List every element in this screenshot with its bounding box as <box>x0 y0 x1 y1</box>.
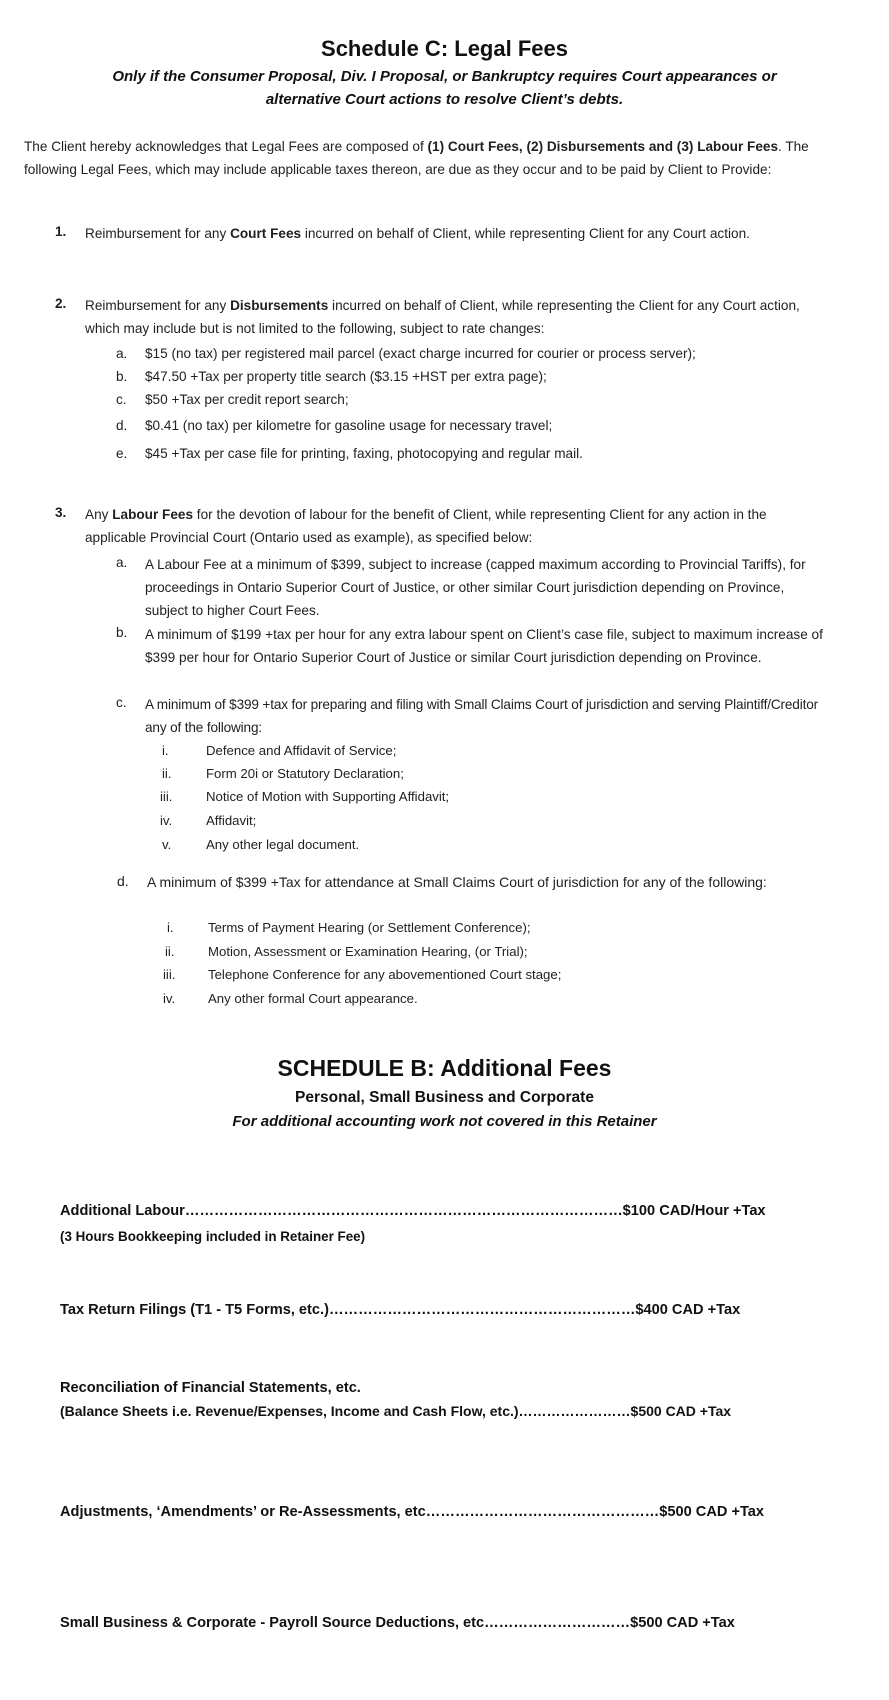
item-2b-letter: b. <box>116 369 128 384</box>
item-3a-text: A Labour Fee at a minimum of $399, subject to increase (capped maximum according to Provincial Tariffs), for proceedings in Ontario Superior Court of Justice, or other similar Court jurisdiction depending on Province, subject to higher Court Fees. <box>145 557 806 618</box>
item-2-bold: Disbursements <box>230 298 329 313</box>
item-3c-ii-text: Form 20i or Statutory Declaration; <box>206 766 404 781</box>
item-3d-iv-text: Any other formal Court appearance. <box>208 991 418 1006</box>
item-3d-i-num: i. <box>167 920 174 935</box>
item-2-number: 2. <box>55 296 67 311</box>
item-3d-iv-num: iv. <box>163 991 176 1006</box>
item-3d-letter: d. <box>117 873 129 889</box>
item-3c-ii-num: ii. <box>162 766 172 781</box>
dot-leader: ……………………………………………………………………………… <box>184 1203 623 1219</box>
fee-label: Small Business & Corporate - Payroll Source Deductions, etc <box>60 1615 485 1631</box>
item-3c-iii-num: iii. <box>160 789 173 804</box>
item-1-number: 1. <box>55 224 67 239</box>
item-2c-letter: c. <box>116 392 127 407</box>
item-3-post: for the devotion of labour for the benefit of Client, while representing Client for any action in the applicable Provincial Court (Ontario used as example), as specified below: <box>85 507 767 545</box>
schedule-b-subtitle: Personal, Small Business and Corporate <box>295 1089 594 1106</box>
dot-leader: …………………… <box>518 1403 631 1419</box>
dot-leader: ………………………… <box>484 1615 631 1631</box>
item-3d-iii-text: Telephone Conference for any abovementioned Court stage; <box>208 967 562 982</box>
intro-paragraph <box>24 135 820 181</box>
item-3c-iv-num: iv. <box>160 813 173 828</box>
item-2-post: incurred on behalf of Client, while representing the Client for any Court action, which may include but is not limited to the following, subject to rate changes: <box>85 298 800 336</box>
fee-label: Tax Return Filings (T1 - T5 Forms, etc.) <box>60 1302 329 1318</box>
item-3c-iii-text: Notice of Motion with Supporting Affidavit; <box>206 789 450 804</box>
item-3a-letter: a. <box>116 555 128 570</box>
fee-label: Adjustments, ‘Amendments’ or Re-Assessments, etc <box>60 1504 426 1520</box>
item-2e-text: $45 +Tax per case file for printing, faxing, photocopying and regular mail. <box>145 446 583 461</box>
fee-reconciliation-heading: Reconciliation of Financial Statements, etc. <box>60 1380 361 1396</box>
item-3c-iv-text: Affidavit; <box>206 813 257 828</box>
schedule-b-title: SCHEDULE B: Additional Fees <box>277 1055 612 1081</box>
fee-tax-return-filings <box>60 1302 740 1318</box>
item-2c-text: $50 +Tax per credit report search; <box>145 392 349 407</box>
item-2b-text: $47.50 +Tax per property title search ($3.15 +HST per extra page); <box>145 369 547 384</box>
fee-price: $500 CAD +Tax <box>630 1403 732 1419</box>
item-3d-ii-num: ii. <box>165 944 175 959</box>
item-1-text <box>85 222 820 245</box>
fee-additional-labour <box>60 1203 766 1219</box>
schedule-b-subtitle2: For additional accounting work not covered in this Retainer <box>232 1113 657 1130</box>
item-3c-v-num: v. <box>162 837 172 852</box>
fee-reconciliation <box>60 1403 731 1419</box>
fee-price: $500 CAD +Tax <box>659 1504 765 1520</box>
item-2d-text: $0.41 (no tax) per kilometre for gasoline usage for necessary travel; <box>145 418 553 433</box>
item-3b-text: A minimum of $199 +tax per hour for any extra labour spent on Client’s case file, subject to maximum increase of $399 per hour for Ontario Superior Court of Justice or similar Court jurisdiction depending on Province. <box>145 627 823 665</box>
item-3d-text: A minimum of $399 +Tax for attendance at Small Claims Court of jurisdiction for any of the following: <box>147 874 767 890</box>
item-2a-letter: a. <box>116 346 128 361</box>
item-3c-v-text: Any other legal document. <box>206 837 360 852</box>
item-3-text <box>85 503 825 549</box>
dot-leader: ……………………………………………………… <box>328 1302 636 1318</box>
item-3c-i-text: Defence and Affidavit of Service; <box>206 743 397 758</box>
fee-price: $500 CAD +Tax <box>630 1615 735 1631</box>
item-2a-text: $15 (no tax) per registered mail parcel (exact charge incurred for courier or process server); <box>145 346 696 361</box>
fee-payroll <box>60 1615 735 1631</box>
intro-bold: (1) Court Fees, (2) Disbursements and (3) Labour Fees <box>427 139 779 154</box>
item-1-pre: Reimbursement for any <box>85 226 231 241</box>
fee-price: $100 CAD/Hour +Tax <box>622 1203 766 1219</box>
schedule-c-subtitle-line2: alternative Court actions to resolve Client’s debts. <box>265 91 624 108</box>
fee-label: Additional Labour <box>60 1203 185 1219</box>
intro-text-2: . The following Legal Fees, which may include applicable taxes thereon, are due as they occur and to be paid by Client to Provide: <box>24 139 809 177</box>
schedule-c-title: Schedule C: Legal Fees <box>321 36 568 61</box>
item-3d-iii-num: iii. <box>163 967 176 982</box>
item-3c-text: A minimum of $399 +tax for preparing and filing with Small Claims Court of jurisdiction and serving Plaintiff/Creditor any of the following: <box>145 697 818 735</box>
dot-leader: ………………………………………… <box>425 1504 660 1520</box>
fee-additional-labour-note: (3 Hours Bookkeeping included in Retainer Fee) <box>60 1229 366 1244</box>
fee-adjustments <box>60 1504 764 1520</box>
fee-label: (Balance Sheets i.e. Revenue/Expenses, Income and Cash Flow, etc.) <box>60 1403 519 1419</box>
item-3c-i-num: i. <box>162 743 169 758</box>
item-2e-letter: e. <box>116 446 128 461</box>
item-2-text <box>85 294 825 340</box>
item-3b-letter: b. <box>116 625 128 640</box>
item-3d-ii-text: Motion, Assessment or Examination Hearing, (or Trial); <box>208 944 528 959</box>
item-2d-letter: d. <box>116 418 128 433</box>
item-3c-letter: c. <box>116 695 127 710</box>
item-3-bold: Labour Fees <box>112 507 194 522</box>
item-2-pre: Reimbursement for any <box>85 298 231 313</box>
item-1-post: incurred on behalf of Client, while representing Client for any Court action. <box>301 226 750 241</box>
schedule-c-subtitle-line1: Only if the Consumer Proposal, Div. I Proposal, or Bankruptcy requires Court appearances or <box>112 68 777 85</box>
item-3d-i-text: Terms of Payment Hearing (or Settlement Conference); <box>208 920 531 935</box>
intro-text-1: The Client hereby acknowledges that Legal Fees are composed of <box>24 139 428 154</box>
fee-price: $400 CAD +Tax <box>635 1302 741 1318</box>
item-1-bold: Court Fees <box>230 226 302 241</box>
item-3-number: 3. <box>55 505 67 520</box>
item-3-pre: Any <box>85 507 113 522</box>
